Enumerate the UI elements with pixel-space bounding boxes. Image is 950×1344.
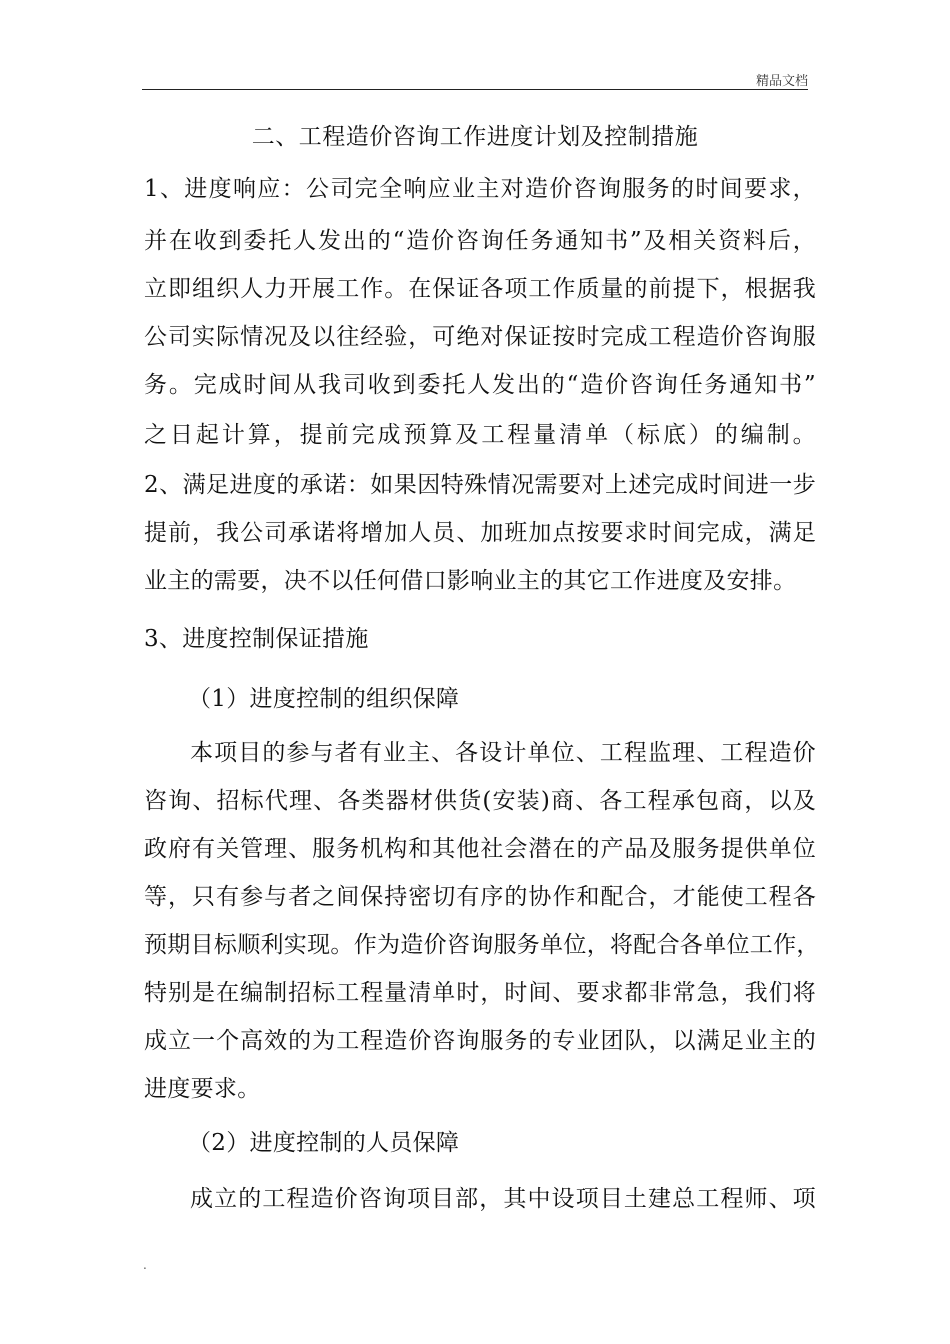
body-line: 业主的需要，决不以任何借口影响业主的其它工作进度及安排。 bbox=[144, 568, 797, 594]
body-line: 提前，我公司承诺将增加人员、加班加点按要求时间完成，满足 bbox=[144, 520, 816, 546]
body-line: 成立一个高效的为工程造价咨询服务的专业团队，以满足业主的 bbox=[144, 1028, 816, 1054]
body-line: 公司实际情况及以往经验，可绝对保证按时完成工程造价咨询服 bbox=[144, 324, 816, 350]
footer-mark: . bbox=[143, 1258, 147, 1272]
body-line: 立即组织人力开展工作。在保证各项工作质量的前提下，根据我 bbox=[144, 276, 816, 302]
subsection-heading: （1）进度控制的组织保障 bbox=[188, 686, 460, 712]
header-divider bbox=[142, 89, 808, 90]
body-line: 本项目的参与者有业主、各设计单位、工程监理、工程造价 bbox=[190, 740, 816, 766]
section-heading: 3、进度控制保证措施 bbox=[144, 626, 369, 652]
body-line: 政府有关管理、服务机构和其他社会潜在的产品及服务提供单位 bbox=[144, 836, 816, 862]
body-line: 等，只有参与者之间保持密切有序的协作和配合，才能使工程各 bbox=[144, 884, 816, 910]
body-line: 务。完成时间从我司收到委托人发出的“造价咨询任务通知书” bbox=[144, 372, 816, 398]
body-line: 成立的工程造价咨询项目部，其中设项目土建总工程师、项 bbox=[190, 1186, 816, 1212]
subsection-heading: （2）进度控制的人员保障 bbox=[188, 1130, 460, 1156]
body-line: 特别是在编制招标工程量清单时，时间、要求都非常急，我们将 bbox=[144, 980, 816, 1006]
body-line: 1、进度响应：公司完全响应业主对造价咨询服务的时间要求， bbox=[144, 176, 816, 202]
body-line: 2、满足进度的承诺：如果因特殊情况需要对上述完成时间进一步 bbox=[144, 472, 816, 498]
body-line: 之日起计算，提前完成预算及工程量清单（标底）的编制。 bbox=[144, 422, 816, 448]
page-title: 二、工程造价咨询工作进度计划及控制措施 bbox=[251, 124, 699, 150]
body-line: 并在收到委托人发出的“造价咨询任务通知书”及相关资料后， bbox=[144, 228, 816, 254]
page-header-label: 精品文档 bbox=[755, 74, 808, 89]
body-line: 进度要求。 bbox=[144, 1076, 261, 1102]
body-line: 预期目标顺利实现。作为造价咨询服务单位，将配合各单位工作， bbox=[144, 932, 820, 958]
body-line: 咨询、招标代理、各类器材供货(安装)商、各工程承包商，以及 bbox=[144, 788, 816, 814]
